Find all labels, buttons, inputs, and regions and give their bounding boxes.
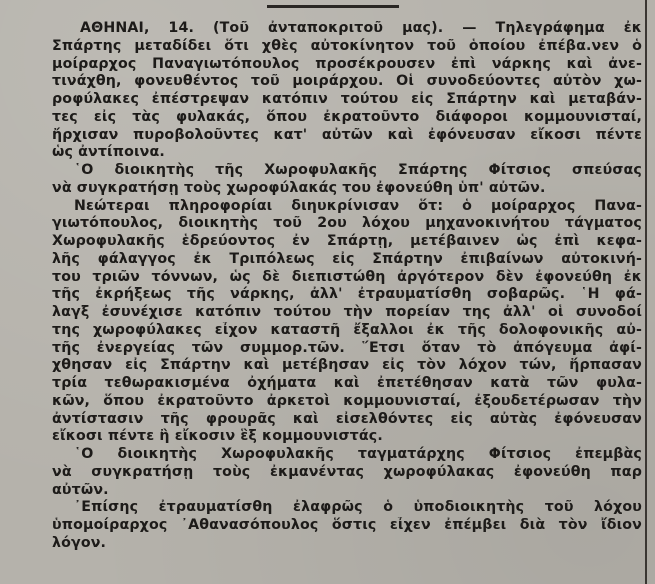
article-line: Σπάρτης μεταδίδει ὅτι χθὲς αὐτοκίνητον τοῦ ὁποίου ἐπέβα.νεν ὁ	[52, 37, 642, 54]
article-line: ἀντίστασιν τῆς φρουρᾶς καὶ εἰσελθόντες εἰς αὐτὰς ἐφόνευσαν	[52, 410, 642, 427]
article-line: του τριῶν τόννων, ὡς δὲ διεπιστώθη ἀργότερον δὲν ἐφονεύθη ἐκ	[52, 268, 642, 285]
article-line-paragraph-start: ᾿Επίσης ἐτραυματίσθη ἐλαφρῶς ὁ ὑποδιοικητὴς τοῦ λόχου	[74, 499, 642, 516]
article-line: κῶν, ὅπου ἐκρατοῦντο ἀρκετοὶ κομμουνισταί, ἐξουδετέρωσαν τὴν	[52, 392, 642, 409]
article-line: ἤρχισαν πυροβολοῦντες κατ' αὐτῶν καὶ ἐφόνευσαν εἴκοσι πέντε	[52, 126, 642, 143]
article-line-paragraph-end: αὐτῶν.	[52, 481, 109, 498]
header-rule	[267, 5, 399, 8]
article-line: λῆς φάλαγγος ἐκ Τριπόλεως εἰς Σπάρτην ἐπιβαίνων αὐτοκινή-	[52, 250, 642, 267]
article-line-paragraph-start: Νεώτεραι πληροφορίαι διηυκρίνισαν ὅτ: ὁ μοίραρχος Πανα-	[74, 197, 642, 214]
article-line-paragraph-end: εἴκοσι πέντε ἢ εἴκοσιν ἓξ κομμουνιστάς.	[52, 428, 383, 445]
article-line-paragraph-start: ῾Ο διοικητὴς Χωροφυλακῆς ταγματάρχης Φίτσιος ἐπεμβὰς	[74, 446, 642, 462]
article-line: τῆς ἐνεργείας τῶν συμμορ.τῶν. ῞Ετσι ὅταν τὸ ἀπόγευμα ἀφί-	[52, 339, 642, 356]
article-line: τες εἰς τὰς φυλακάς, ὅπου ἐκρατοῦντο διάφοροι κομμουνισταί,	[52, 108, 642, 125]
article-line-paragraph-end: νὰ συγκρατήσῃ τοὺς χωροφύλακάς του ἐφονεύθη ὑπ' αὐτῶν.	[52, 179, 546, 196]
article-line: νὰ συγκρατήσῃ τοὺς ἐκμανέντας χωροφύλακας ἐφονεύθη παρ	[52, 463, 642, 480]
article-line-paragraph-start: ῾Ο διοικητὴς τῆς Χωροφυλακῆς Σπάρτης Φίτσιος σπεύσας	[74, 162, 642, 178]
article-line-dateline: ΑΘΗΝΑΙ, 14. (Τοῦ ἀνταποκριτοῦ μας). — Τηλεγράφημα ἐκ	[80, 20, 642, 36]
article-line: λαγξ ἐσυνέχισε κατόπιν τούτου τὴν πορείαν της ἀλλ' οἱ συνοδοί	[52, 304, 642, 320]
article-line: ροφύλακες ἐπέστρεψαν κατόπιν τούτου εἰς Σπάρτην καὶ μεταβάν-	[52, 91, 642, 107]
article-line: μοίραρχος Παναγιωτόπουλος προσέκρουσεν ἐπὶ νάρκης καὶ ἀνε-	[52, 55, 642, 72]
article-line: τινάχθη, φονευθέντος τοῦ μοιράρχου. Οἱ συνοδεύοντες αὐτὸν χω-	[52, 73, 642, 90]
article-line: ὑπομοίραρχος ᾿Αθανασόπουλος ὅστις εἶχεν ἐπέμβει διὰ τὸν ἴδιον	[52, 517, 642, 533]
article-line-paragraph-end: λόγον.	[52, 534, 107, 551]
article-line: γιωτόπουλος, διοικητὴς τοῦ 2ου λόχου μηχανοκινήτου τάγματος	[52, 215, 642, 232]
column-divider-rule	[645, 0, 647, 584]
news-article	[52, 20, 642, 553]
article-line: Χωροφυλακῆς ἑδρεύοντος ἐν Σπάρτῃ, μετέβαινεν ὡς ἐπὶ κεφα-	[52, 233, 642, 249]
article-line: χθησαν εἰς Σπάρτην καὶ μετέβησαν εἰς τὸν λόχον τών, ἥρπασαν	[52, 357, 642, 374]
article-line: της χωροφύλακες εἶχον καταστῆ ἔξαλλοι ἐκ τῆς δολοφονικῆς αὐ-	[52, 321, 642, 338]
article-line-paragraph-end: ὡς ἀντίποινα.	[52, 144, 165, 161]
article-line: τρία τεθωρακισμένα ὀχήματα καὶ ἐπετέθησαν κατὰ τῶν φυλα-	[52, 375, 642, 391]
article-line: τῆς ἐκρήξεως τῆς νάρκης, ἀλλ' ἐτραυματίσθη σοβαρῶς. ῾Η φά-	[52, 286, 642, 303]
